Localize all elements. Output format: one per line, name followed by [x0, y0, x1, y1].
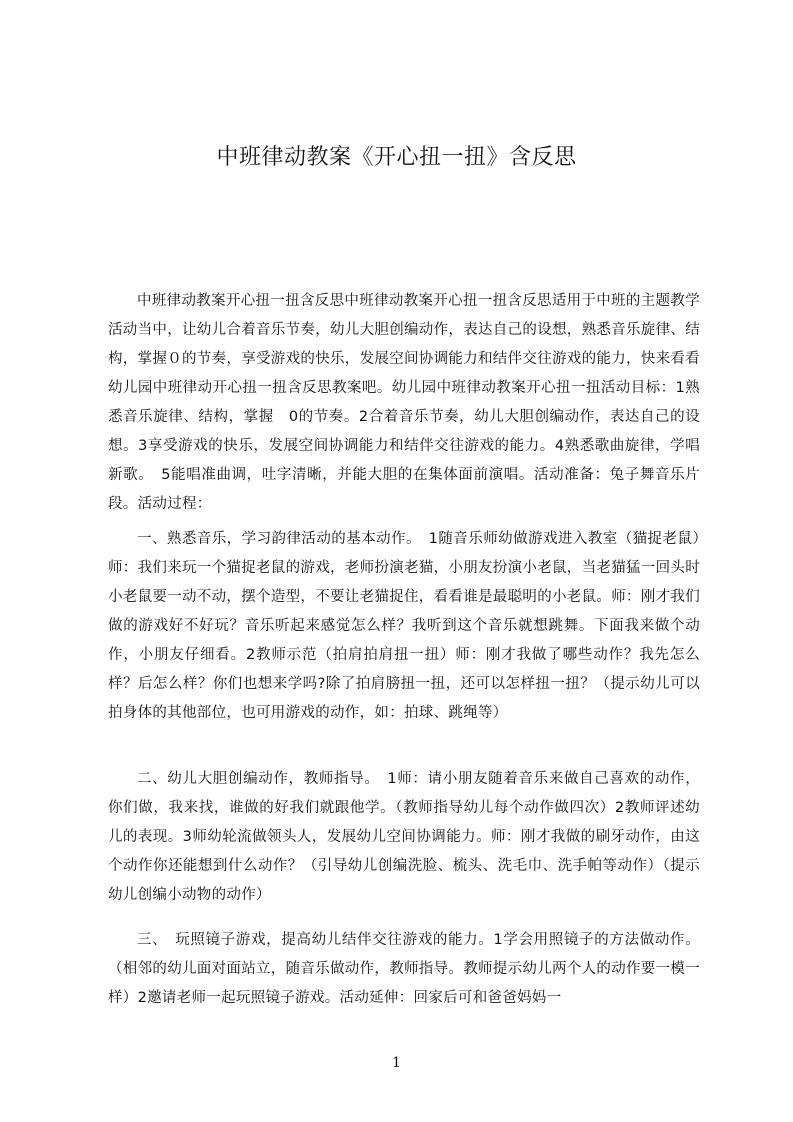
document-title: 中班律动教案《开心扭一扭》含反思 — [216, 145, 577, 170]
paragraph-text: 三、 玩照镜子游戏，提高幼儿结伴交往游戏的能力。1学会用照镜子的方法做动作。（相邻的幼儿面对面站立，随音乐做动作，教师指导。教师提示幼儿两个人的动作要一模一样）2邀请老师一起玩照镜子游戏。活动延伸：回家后可和爸爸妈妈一 — [108, 932, 700, 1006]
paragraph-step-two — [108, 765, 700, 910]
paragraph-intro — [108, 287, 700, 519]
paragraph-text: 二、幼儿大胆创编动作，教师指导。 1师：请小朋友随着音乐来做自己喜欢的动作，你们做，我来找，谁做的好我们就跟他学。（教师指导幼儿每个动作做四次）2教师评述幼儿的表现。3师幼轮流做领头人，发展幼儿空间协调能力。师：刚才我做的刷牙动作，由这个动作你还能想到什么动作？（引导幼儿创编洗脸、梳头、洗毛巾、洗手帕等动作）（提示幼儿创编小动物的动作） — [108, 771, 700, 903]
page-number: 1 — [392, 1055, 401, 1071]
paragraph-text: 中班律动教案开心扭一扭含反思中班律动教案开心扭一扭含反思适用于中班的主题教学活动当中，让幼儿合着音乐节奏，幼儿大胆创编动作，表达自己的设想，熟悉音乐旋律、结构，掌握０的节奏，享受游戏的快乐，发展空间协调能力和结伴交往游戏的能力，快来看看幼儿园中班律动开心扭一扭含反思教案吧。幼儿园中班律动教案开心扭一扭活动目标：1熟悉音乐旋律、结构，掌握 0的节奏。2合着音乐节奏，幼儿大胆创编动作，表达自己的设想。3享受游戏的快乐，发展空间协调能力和结伴交往游戏的能力。4熟悉歌曲旋律，学唱新歌。 5能唱准曲调，吐字清晰，并能大胆的在集体面前演唱。活动准备：兔子舞音乐片段。活动过程： — [108, 293, 700, 512]
paragraph-text: 一、熟悉音乐，学习韵律活动的基本动作。 1随音乐师幼做游戏进入教室（猫捉老鼠）师：我们来玩一个猫捉老鼠的游戏，老师扮演老猫，小朋友扮演小老鼠，当老猫猛一回头时小老鼠要一动不动，摆个造型，不要让老猫捉住，看看谁是最聪明的小老鼠。师：刚才我们做的游戏好不好玩？音乐听起来感觉怎么样？我听到这个音乐就想跳舞。下面我来做个动作，小朋友仔细看。2教师示范（拍肩拍肩扭一扭）师：刚才我做了哪些动作？我先怎么样？后怎么样？你们也想来学吗?除了拍肩膀扭一扭，还可以怎样扭一扭？（提示幼儿可以拍身体的其他部位，也可用游戏的动作，如：拍球、跳绳等） — [108, 531, 700, 721]
paragraph-step-three — [108, 926, 700, 1013]
paragraph-step-one — [108, 525, 700, 728]
